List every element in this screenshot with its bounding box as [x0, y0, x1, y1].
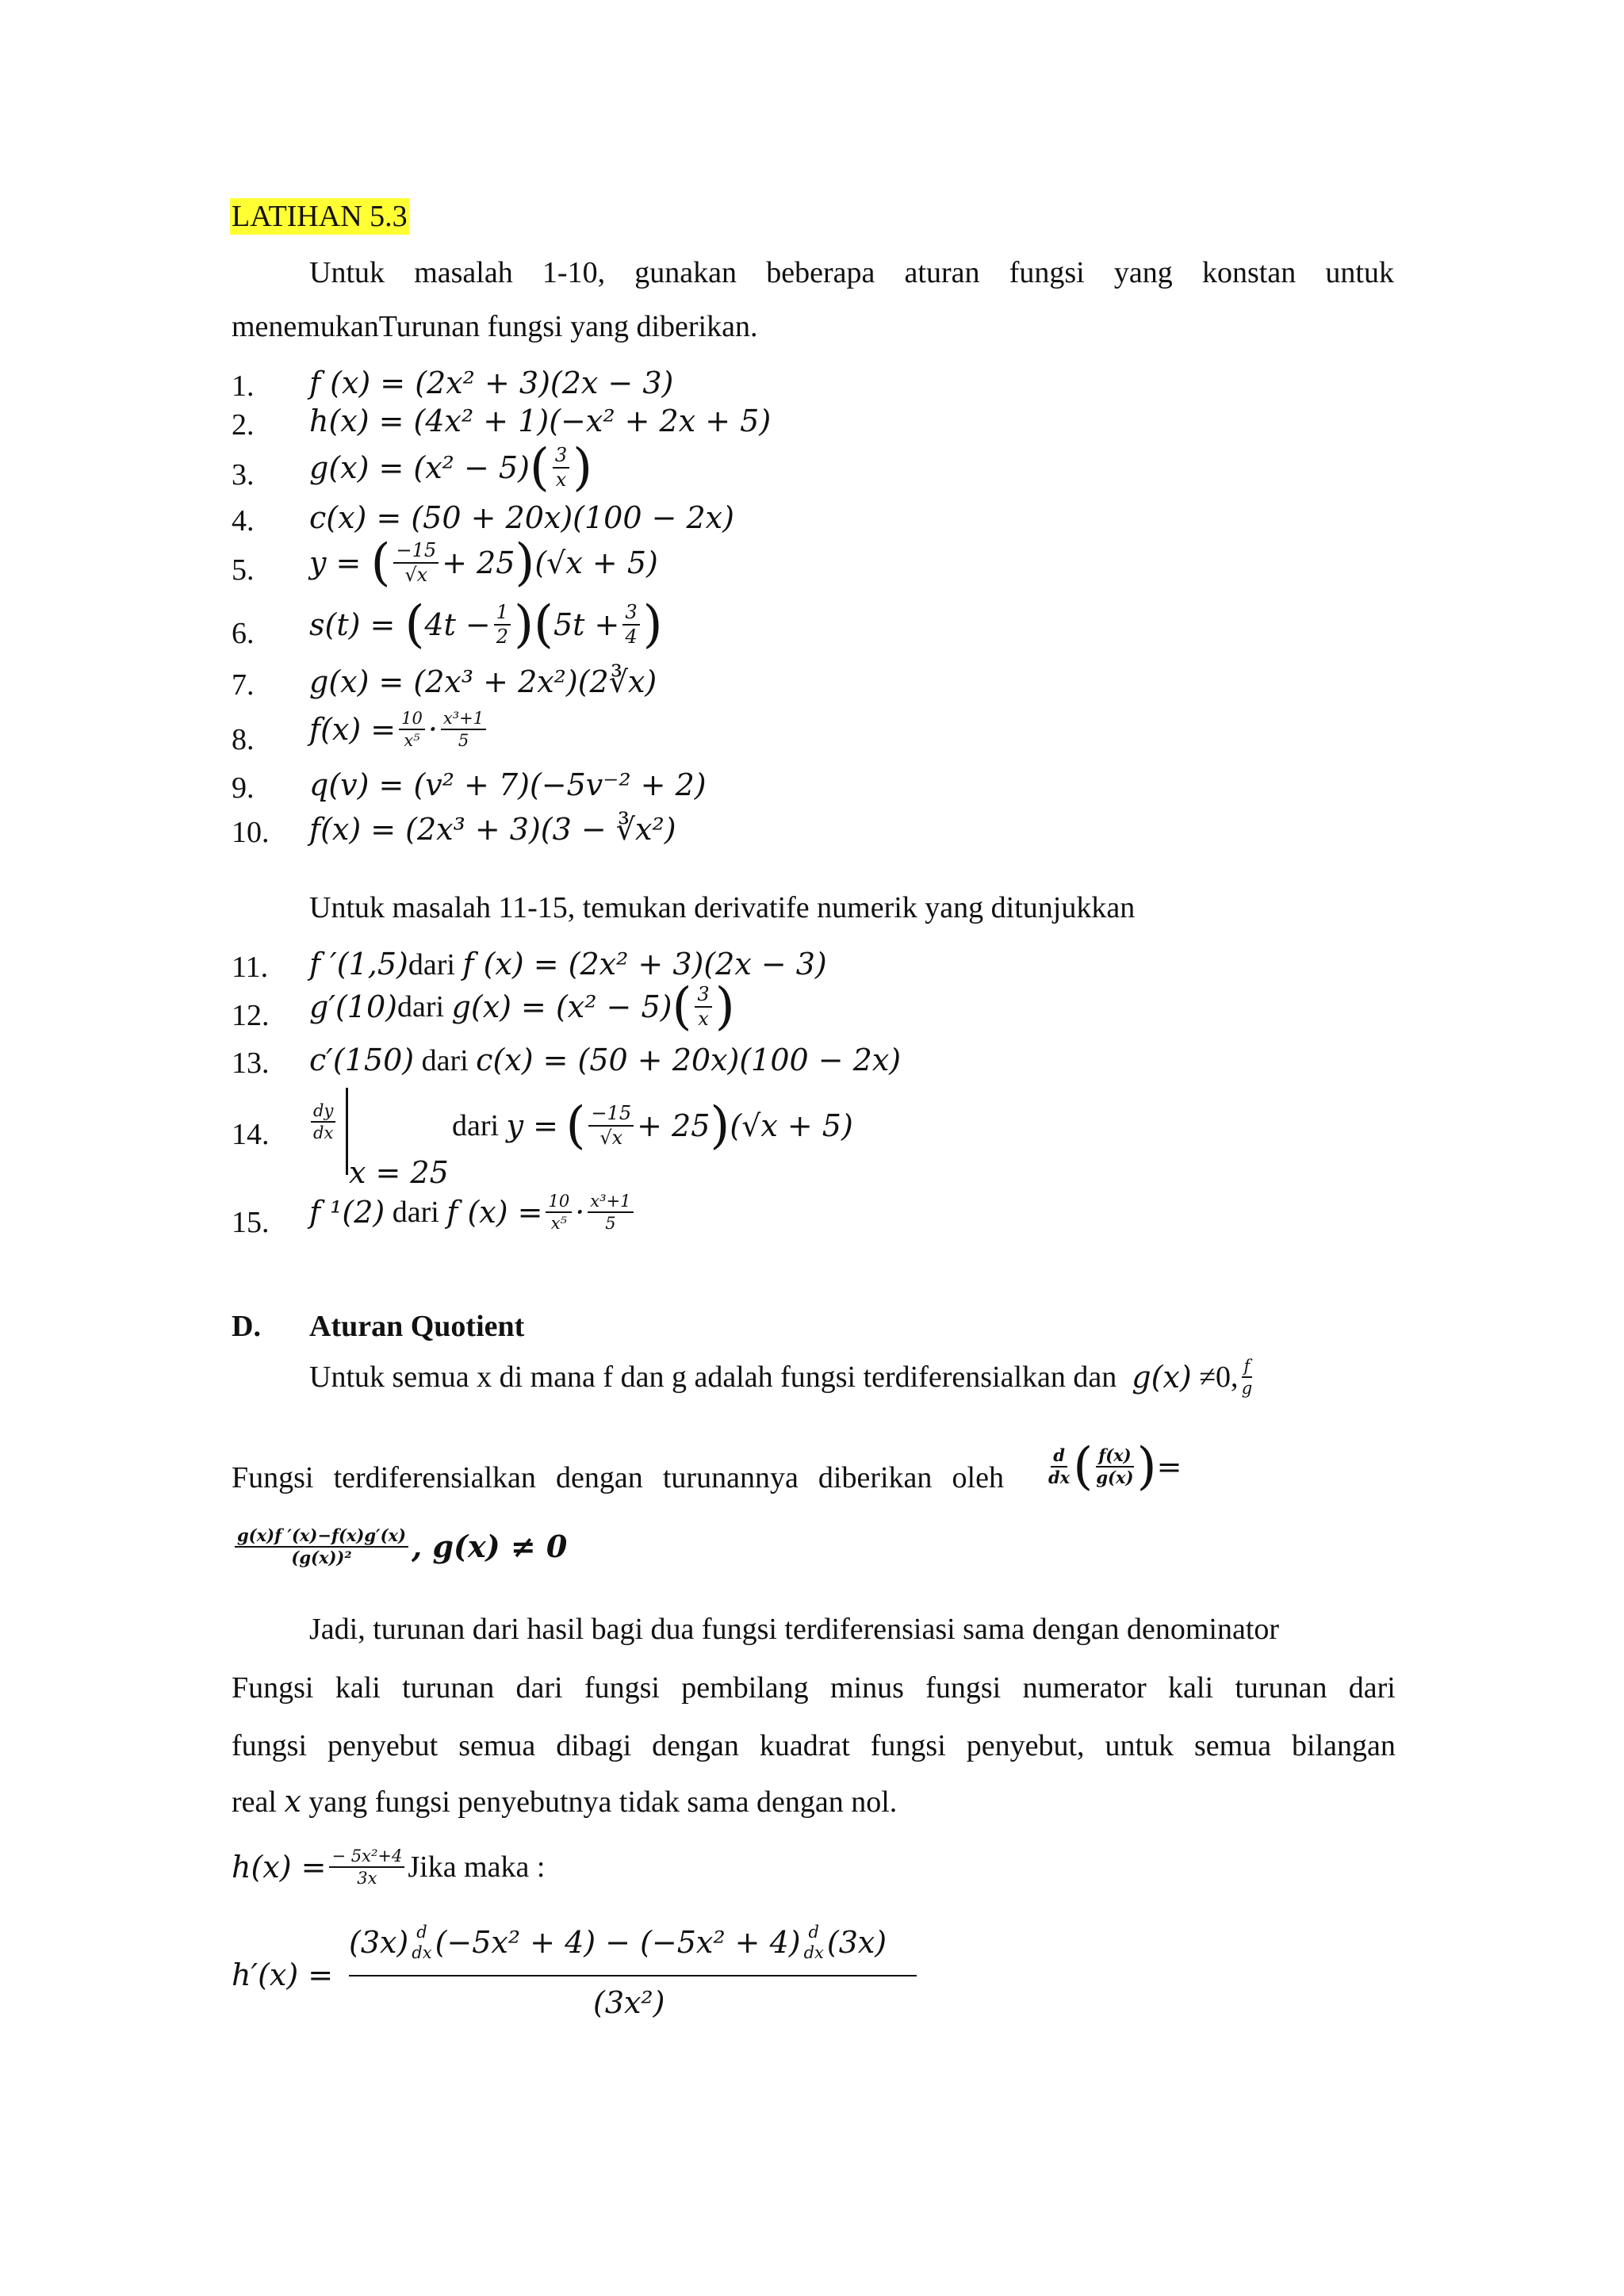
problem-number: 3.: [232, 458, 255, 492]
intro-word: beberapa: [766, 256, 875, 289]
problem-equation: s(t) = ( 4t − $\frac{1}{2}$ ) ( 5t + $\frac{3}{4}$ ): [309, 595, 663, 654]
example-numerator: (3x) d dx (−5x² + 4) − (−5x² + 4) d dx (3x): [349, 1923, 887, 1963]
explain-line-1: Jadi, turunan dari hasil bagi dua fungsi terdiferensiasi sama dengan denominator: [309, 1613, 1280, 1646]
explain-word: semua: [458, 1729, 536, 1762]
explain-word: turunan: [1235, 1671, 1327, 1705]
problem-equation: h(x) = (4x² + 1)(−x² + 2x + 5): [309, 404, 772, 438]
problem-number: 4.: [232, 504, 255, 538]
intro-word: gunakan: [634, 256, 737, 289]
explain-word: kuadrat: [759, 1729, 850, 1762]
evaluation-bar: [346, 1088, 348, 1175]
derivative-symbol: $\frac{dy}{dx}$: [308, 1102, 339, 1142]
problem-equation: c(x) = (50 + 20x)(100 − 2x): [309, 500, 734, 535]
rule-word: diberikan: [818, 1461, 933, 1494]
problem-equation: f(x) = $\frac{10}{\text{x⁵}}$ · $\frac{\text{x³+1}}{5}$: [309, 710, 489, 749]
rule-word: oleh: [952, 1461, 1004, 1494]
explain-word: fungsi: [232, 1729, 307, 1762]
intro-word: konstan: [1201, 256, 1297, 289]
example-function: h(x) = $\frac{\text{− 5x²+4}}{3x}$ Jika maka :: [232, 1846, 546, 1888]
quotient-rule-formula: $\frac{g(x)f '(x)-f(x)g'(x)}{\text{(g(x))²}}$ , g(x) ≠ 0: [232, 1527, 567, 1567]
explain-word: turunan: [402, 1671, 495, 1705]
problem-equation: f ′(1,5)dari f (x) = (2x² + 3)(2x − 3): [309, 947, 827, 982]
problem-number: 9.: [232, 771, 255, 805]
problem-number: 10.: [232, 816, 270, 849]
intro-word: Untuk: [309, 256, 385, 289]
problem-number: 15.: [232, 1206, 270, 1239]
problem-equation: g(x) = (x² − 5) ( $\frac{3}{x}$ ): [309, 438, 593, 497]
intro-word: masalah: [414, 256, 513, 289]
intro-word: fungsi: [1009, 256, 1085, 289]
problem-equation: c′(150) dari c(x) = (50 + 20x)(100 − 2x): [309, 1043, 902, 1077]
explain-word: Fungsi: [232, 1671, 314, 1705]
explain-line-2: [232, 1670, 1396, 1705]
example-denominator: (3x²): [593, 1985, 665, 2020]
explain-word: bilangan: [1292, 1729, 1396, 1762]
explain-word: minus: [830, 1671, 904, 1705]
explain-word: pembilang: [681, 1671, 809, 1705]
explain-word: kali: [335, 1671, 381, 1705]
problem-number: 14.: [232, 1118, 270, 1151]
exercise-heading: LATIHAN 5.3: [232, 200, 408, 233]
explain-word: fungsi: [925, 1671, 1002, 1705]
explain-line-4: real x yang fungsi penyebutnya tidak sama dengan nol.: [232, 1784, 898, 1819]
explain-word: numerator: [1022, 1671, 1147, 1705]
section-title: Aturan Quotient: [309, 1310, 525, 1343]
problem-equation: y = ( $\frac{-15}{√x}$ + 25 ) (√x + 5): [309, 534, 658, 592]
rule-line-2: [232, 1460, 1004, 1495]
problem-number: 5.: [232, 553, 255, 587]
intro-word: yang: [1113, 256, 1173, 289]
problem-number: 1.: [232, 369, 255, 403]
explain-word: semua: [1193, 1729, 1272, 1762]
intro-line-1: [309, 255, 1394, 290]
explain-word: untuk: [1105, 1729, 1174, 1762]
evaluation-point: x = 25: [349, 1155, 449, 1190]
problem-equation: g(x) = (2x³ + 2x²)(2∛x): [309, 664, 657, 699]
problem-equation: f(x) = (2x³ + 3)(3 − ∛x²): [309, 812, 676, 847]
problem-number: 2.: [232, 408, 255, 442]
problem-number: 12.: [232, 999, 270, 1032]
problem-equation: q(v) = (v² + 7)(−5v⁻² + 2): [309, 767, 707, 802]
rule-word: turunannya: [662, 1461, 799, 1494]
explain-line-3: [232, 1728, 1396, 1763]
fraction-bar: [349, 1975, 917, 1976]
problem-number: 11.: [232, 951, 269, 984]
explain-word: penyebut,: [966, 1729, 1085, 1762]
section-letter: D.: [232, 1310, 261, 1343]
rule-word: terdiferensialkan: [333, 1461, 536, 1494]
intro2: Untuk masalah 11-15, temukan derivatife numerik yang ditunjukkan: [309, 891, 1136, 924]
problem-number: 13.: [232, 1047, 270, 1080]
explain-word: fungsi: [870, 1729, 946, 1762]
explain-word: dari: [1348, 1671, 1396, 1705]
problem-equation: dari y = ( $\frac{-15}{√x}$ + 25 ) (√x + 5): [452, 1096, 853, 1155]
problem-number: 8.: [232, 723, 255, 756]
rule-word: dengan: [556, 1461, 643, 1494]
explain-word: dibagi: [556, 1729, 632, 1762]
problem-number: 7.: [232, 668, 255, 702]
intro-word: 1-10,: [542, 256, 606, 289]
problem-equation: f ¹(2) dari f (x) = $\frac{10}{\text{x⁵}}$ · $\frac{\text{x³+1}}{5}$: [309, 1192, 637, 1232]
explain-word: penyebut: [327, 1729, 439, 1762]
problem-number: 6.: [232, 617, 255, 650]
explain-word: dengan: [652, 1729, 739, 1762]
rule-line-1: Untuk semua x di mana f dan g adalah fungsi terdiferensialkan dan g(x) ≠0, $\frac{f}{g}$: [309, 1357, 1253, 1399]
example-derivative-lhs: h′(x) =: [232, 1957, 334, 1992]
explain-word: dari: [515, 1671, 563, 1705]
quotient-derivative: $\frac{d}{dx}$ ( $\frac{f(x)}{g(x)}$ ) =: [1048, 1437, 1182, 1496]
rule-word: Fungsi: [232, 1461, 314, 1494]
intro-line-2: menemukanTurunan fungsi yang diberikan.: [232, 310, 758, 343]
intro-word: aturan: [904, 256, 980, 289]
problem-equation: g′(10) dari g(x) = (x² − 5) ( $\frac{3}{x}$ ): [309, 978, 735, 1036]
explain-word: fungsi: [584, 1671, 660, 1705]
explain-word: kali: [1168, 1671, 1214, 1705]
problem-equation: f (x) = (2x² + 3)(2x − 3): [309, 365, 674, 400]
intro-word: untuk: [1325, 256, 1394, 289]
